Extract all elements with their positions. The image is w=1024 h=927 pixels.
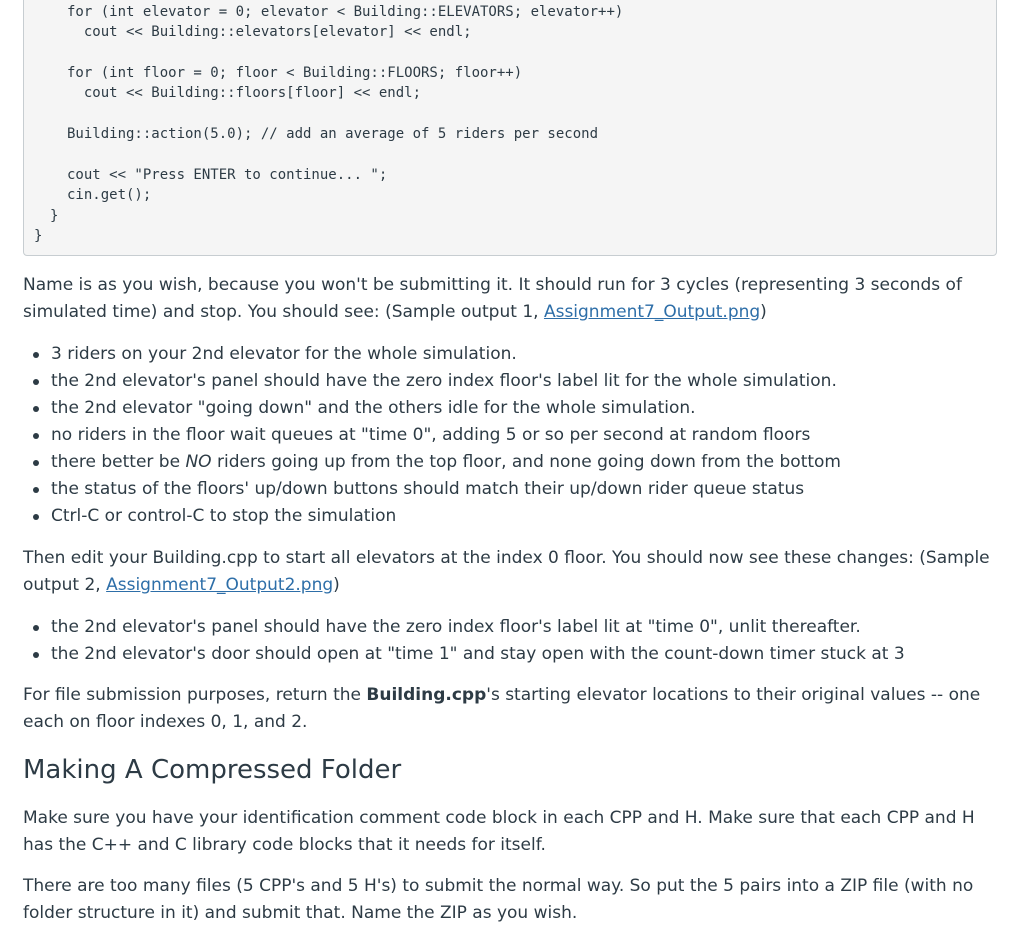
paragraph-submission <box>23 682 1003 736</box>
sample-output-1-link[interactable]: Assignment7_Output.png <box>543 302 761 322</box>
code-line: cout << "Press ENTER to continue... "; <box>67 167 388 183</box>
paragraph-text: Then edit your Building.cpp to start all elevators at the index 0 floor. You should now see these changes: (Sample output 2, <box>23 548 990 595</box>
list-item: the 2nd elevator's panel should have the zero index floor's label lit for the whole simulation. <box>51 368 1024 395</box>
list-item-text: riders going up from the top floor, and none going down from the bottom <box>211 452 841 472</box>
list-item: the 2nd elevator "going down" and the others idle for the whole simulation. <box>51 395 1024 422</box>
list-item-text: there better be <box>51 452 186 472</box>
code-line: Building::action(5.0); // add an average of 5 riders per second <box>67 126 599 142</box>
paragraph-close: ) <box>333 575 340 595</box>
list-item: no riders in the floor wait queues at "time 0", adding 5 or so per second at random floors <box>51 422 1024 449</box>
section-heading: Making A Compressed Folder <box>23 755 402 785</box>
paragraph-text: For file submission purposes, return the <box>23 685 367 705</box>
list-item: Ctrl-C or control-C to stop the simulation <box>51 503 1024 530</box>
code-line: cin.get(); <box>67 187 152 203</box>
code-line: for (int floor = 0; floor < Building::FLOORS; floor++) <box>67 65 523 81</box>
code-line: cout << Building::elevators[elevator] << endl; <box>67 24 472 40</box>
code-line: } <box>50 208 59 224</box>
list-item <box>51 449 1024 476</box>
paragraph-text: Name is as you wish, because you won't be submitting it. It should run for 3 cycles (representing 3 seconds of simulated time) and stop. You should see: (Sample output 1, <box>23 275 962 322</box>
paragraph-close: ) <box>760 302 767 322</box>
list-item: the 2nd elevator's door should open at "time 1" and stay open with the count-down timer stuck at 3 <box>51 641 1024 668</box>
filename-bold: Building.cpp <box>366 685 487 705</box>
code-line: cout << Building::floors[floor] << endl; <box>67 85 422 101</box>
paragraph-edit-building <box>23 545 1003 599</box>
changes-list <box>23 614 1024 668</box>
sample-output-2-link[interactable]: Assignment7_Output2.png <box>106 575 334 595</box>
code-line: } <box>34 228 43 244</box>
paragraph-text: 's starting elevator locations to their original values -- one each on floor indexes 0, 1, and 2. <box>23 685 981 732</box>
code-line: for (int elevator = 0; elevator < Building::ELEVATORS; elevator++) <box>67 4 624 20</box>
list-item: 3 riders on your 2nd elevator for the whole simulation. <box>51 341 1024 368</box>
list-item: the 2nd elevator's panel should have the zero index floor's label lit at "time 0", unlit thereafter. <box>51 614 1024 641</box>
paragraph-comment-blocks: Make sure you have your identification comment code block in each CPP and H. Make sure that each CPP and H has the C++ and C library code blocks that it needs for itself. <box>23 808 975 855</box>
list-item: the status of the floors' up/down buttons should match their up/down rider queue status <box>51 476 1024 503</box>
emphasis-no: NO <box>185 452 212 472</box>
paragraph-zip: There are too many files (5 CPP's and 5 H's) to submit the normal way. So put the 5 pairs into a ZIP file (with no folder structure in it) and submit that. Name the ZIP as you wish. <box>23 876 974 923</box>
paragraph-run-instructions <box>23 272 1003 326</box>
expected-output-list <box>23 341 1024 530</box>
code-block <box>23 0 997 256</box>
